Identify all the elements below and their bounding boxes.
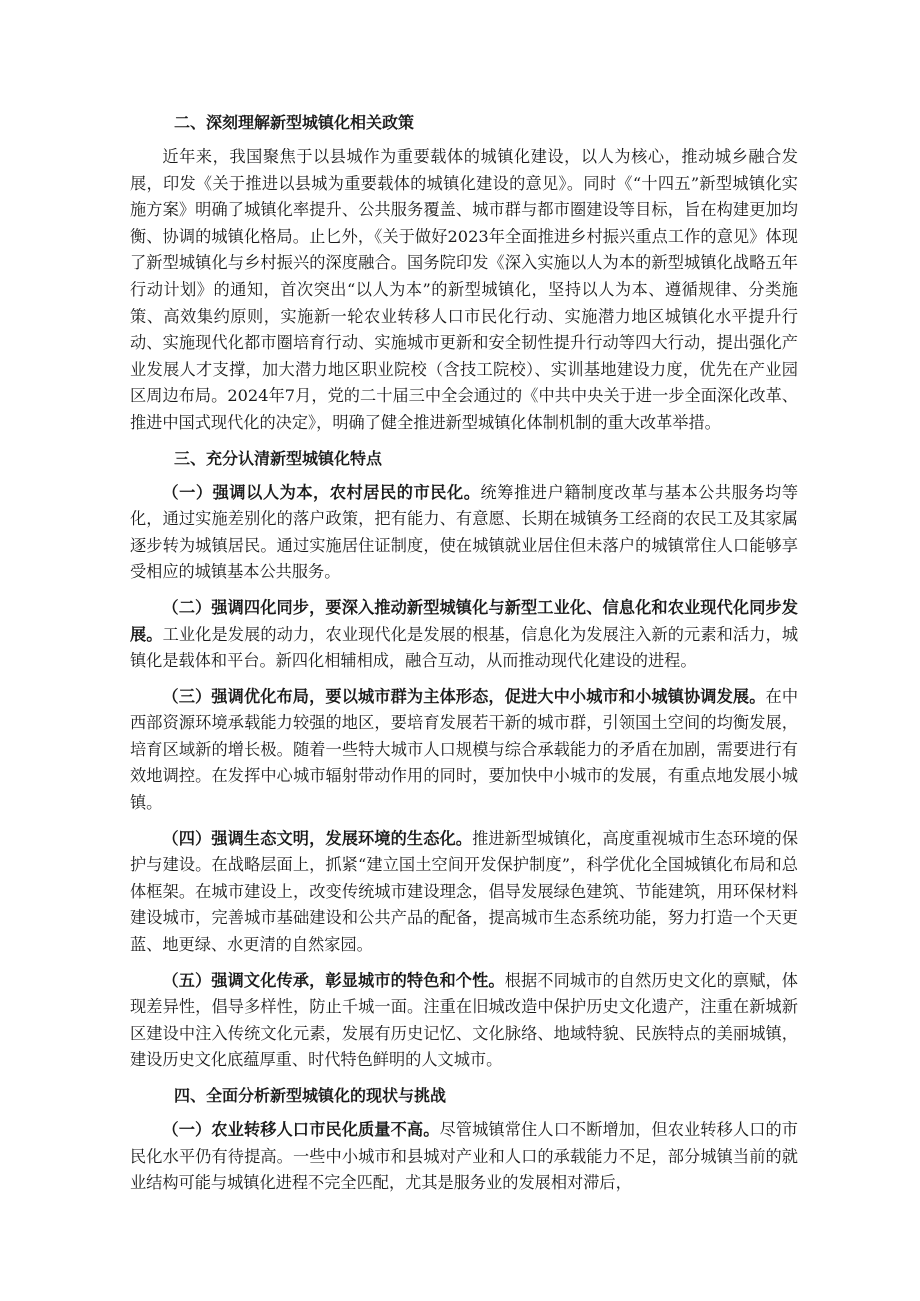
paragraph-body: 根据不同城市的自然历史文化的禀赋，体现差异性，倡导多样性，防止千城一面。注重在旧城改造中保护历史文化遗产，注重在新城新区建设中注入传统文化元素，发展有历史记忆、文化脉络、地域特貌、民族特点的美丽城镇，建设历史文化底蕴厚重、时代特色鲜明的人文城市。 [130,970,798,1070]
paragraph-body: 近年来，我国聚焦于以县城作为重要载体的城镇化建设，以人为核心，推动城乡融合发展，印发《关于推进以县城为重要载体的城镇化建设的意见》。同时《“十四五”新型城镇化实施方案》明确了城镇化率提升、公共服务覆盖、城市群与都市圈建设等目标，旨在构建更加均衡、协调的城镇化格局。止匕外，《关于做好2023年全面推进乡村振兴重点工作的意见》体现了新型城镇化与乡村振兴的深度融合。国务院印发《深入实施以人为本的新型城镇化战略五年行动计划》的通知，首次突出“以人为本”的新型城镇化，坚持以人为本、遵循规律、分类施策、高效集约原则，实施新一轮农业转移人口市民化行动、实施潜力地区城镇化水平提升行动、实施现代化都市圈培育行动、实施城市更新和安全韧性提升行动等四大行动，提出强化产业发展人才支撑，加大潜力地区职业院校（含技工院校）、实训基地建设力度，优先在产业园区周边布局。2024年7月，党的二十届三中全会通过的《中共中央关于进一步全面深化改革、推进中国式现代化的决定》，明确了健全推进新型城镇化体制机制的重大改革举措。 [130,147,798,432]
paragraph-feature-5 [130,968,798,1074]
paragraph-feature-4 [130,826,798,959]
paragraph-body: 在中西部资源环境承载能力较强的地区，要培育发展若干新的城市群，引领国土空间的均衡发展，培育区域新的增长极。随着一些特大城市人口规模与综合承载能力的矛盾在加剧，需要进行有效地调控。在发挥中心城市辐射带动作用的同时，要加快中小城市的发展，有重点地发展小城镇。 [130,686,799,813]
paragraph-body: 工业化是发展的动力，农业现代化是发展的根基，信息化为发展注入新的元素和活力，城镇化是载体和平台。新四化相辅相成，融合互动，从而推动现代化建设的进程。 [130,624,799,671]
paragraph-feature-1 [130,480,798,586]
paragraph-lead: （五）强调文化传承，彰显城市的特色和个性。 [162,970,505,990]
section-heading-features: 三、充分认清新型城镇化特点 [174,448,383,468]
section-heading-challenges: 四、全面分析新型城镇化的现状与挑战 [174,1086,447,1105]
paragraph-feature-2 [130,595,798,675]
paragraph-policy [130,144,798,437]
paragraph-lead: （一）强调以人为本，农村居民的市民化。 [162,482,481,502]
paragraph-body: 推进新型城镇化，高度重视城市生态环境的保护与建设。在战略层面上，抓紧“建立国土空间开发保护制度”，科学优化全国城镇化布局和总体框架。在城市建设上，改变传统城市建设理念，倡导发展绿色建筑、节能建筑，用环保材料建设城市，完善城市基础建设和公共产品的配备，提高城市生态系统功能，努力打造一个天更蓝、地更绿、水更清的自然家园。 [130,828,799,955]
paragraph-challenge-1 [130,1117,798,1197]
paragraph-lead: （二）强调四化同步，要深入推动新型城镇化与新型工业化、信息化和农业现代化同步发展。 [130,597,798,644]
paragraph-lead: （三）强调优化布局，要以城市群为主体形态，促进大中小城市和小城镇协调发展。 [162,686,766,706]
paragraph-body: 统筹推进户籍制度改革与基本公共服务均等化，通过实施差别化的落户政策，把有能力、有意愿、长期在城镇务工经商的农民工及其家属逐步转为城镇居民。通过实施居住证制度，使在城镇就业居住但未落户的城镇常住人口能够享受相应的城镇基本公共服务。 [130,482,799,582]
paragraph-body: 尽管城镇常住人口不断增加，但农业转移人口的市民化水平仍有待提高。一些中小城市和县城对产业和人口的承载能力不足，部分城镇当前的就业结构可能与城镇化进程不完全匹配，尤其是服务业的发展相对滞后， [130,1120,798,1193]
paragraph-lead: （四）强调生态文明，发展环境的生态化。 [162,828,473,848]
section-heading-policy: 二、深刻理解新型城镇化相关政策 [174,113,415,132]
paragraph-feature-3 [130,684,798,817]
paragraph-lead: （一）农业转移人口市民化质量不高。 [162,1120,440,1139]
